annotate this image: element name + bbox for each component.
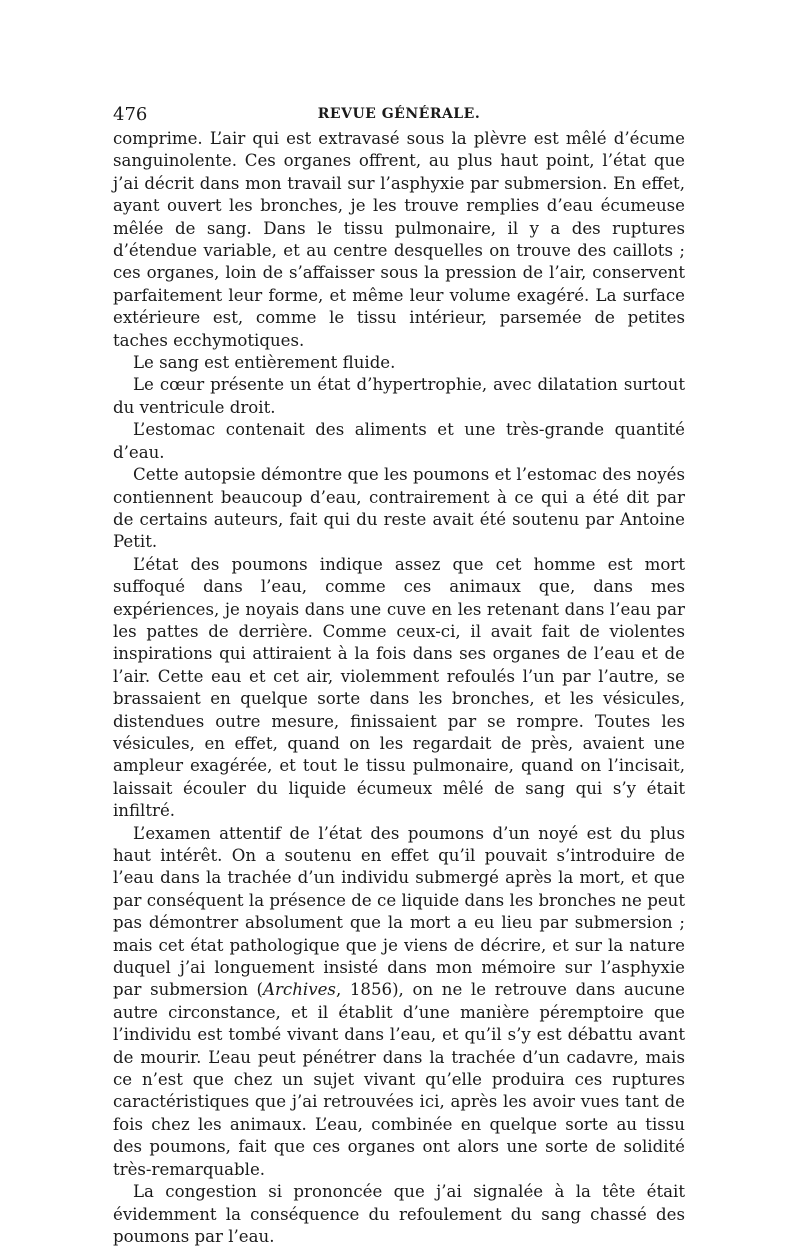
paragraph-8: La congestion si prononcée que j’ai signalée à la tête était évidemment la conséquence du refoulement du sang chassé des poumons par l’eau.: [113, 1182, 685, 1246]
paragraph-7: [113, 823, 685, 1182]
body-text: [113, 128, 685, 1248]
book-page: [113, 100, 685, 1248]
paragraph-1: comprime. L’air qui est extravasé sous la plèvre est mêlé d’écume sanguinolente. Ces organes offrent, au plus haut point, l’état que j’ai décrit dans mon travail sur l’asphyxie par submersion. En effet, ayant ouvert les bronches, je les trouve remplies d’eau écumeuse mêlée de sang. Dans le tissu pulmonaire, il y a des ruptures d’étendue variable, et au centre desquelles on trouve des caillots ; ces organes, loin de s’affaisser sous la pression de l’air, conservent parfaitement leur forme, et même leur volume exagéré. La surface extérieure est, comme le tissu intérieur, parsemée de petites taches ecchymotiques.: [113, 129, 685, 350]
paragraph-5: Cette autopsie démontre que les poumons et l’estomac des noyés contiennent beaucoup d’eau, contrairement à ce qui a été dit par de certains auteurs, fait qui du reste avait été soutenu par Antoine Petit.: [113, 465, 685, 552]
citation-title: Archives: [263, 980, 336, 1000]
paragraph-4: L’estomac contenait des aliments et une très-grande quantité d’eau.: [113, 420, 685, 462]
paragraph-6: L’état des poumons indique assez que cet homme est mort suffoqué dans l’eau, comme ces animaux que, dans mes expériences, je noyais dans une cuve en les retenant dans l’eau par les pattes de derrière. Comme ceux-ci, il avait fait de violentes inspirations qui attiraient à la fois dans ses organes de l’eau et de l’air. Cette eau et cet air, violemment refoulés l’un par l’autre, se brassaient en quelque sorte dans les bronches, et les vésicules, distendues outre mesure, finissaient par se rompre. Toutes les vésicules, en effet, quand on les regardait de près, avaient une ampleur exagérée, et tout le tissu pulmonaire, quand on l’incisait, laissait écouler du liquide écumeux mêlé de sang qui s’y était infiltré.: [113, 554, 685, 821]
running-title: REVUE GÉNÉRALE.: [317, 106, 481, 122]
paragraph-7-text-after: , 1856), on ne le retrouve dans aucune autre circonstance, et il établit d’une manière péremptoire que l’individu est tombé vivant dans l’eau, et qu’il s’y est débattu avant de mourir. L’eau peut pénétrer dans la trachée d’un cadavre, mais ce n’est que chez un sujet vivant qu’elle produira ces ruptures caractéristiques que j’ai retrouvées ici, après les avoir vues tant de fois chez les animaux. L’eau, combinée en quelque sorte au tissu des poumons, fait que ces organes ont alors une sorte de solidité très-remarquable.: [113, 980, 685, 1179]
paragraph-3: Le cœur présente un état d’hypertrophie, avec dilatation surtout du ventricule droit.: [113, 375, 685, 417]
paragraph-2: Le sang est entièrement fluide.: [133, 353, 396, 373]
page-number: 476: [113, 104, 148, 125]
page-header: [113, 100, 685, 128]
paragraph-7-text-before: L’examen attentif de l’état des poumons d’un noyé est du plus haut intérêt. On a soutenu en effet qu’il pouvait s’introduire de l’eau dans la trachée d’un individu submergé après la mort, et que par conséquent la présence de ce liquide dans les bronches ne peut pas démontrer absolument que la mort a eu lieu par submersion ; mais cet état pathologique que je viens de décrire, et sur la nature duquel j’ai longuement insisté dans mon mémoire sur l’asphyxie par submersion (: [113, 823, 685, 1000]
